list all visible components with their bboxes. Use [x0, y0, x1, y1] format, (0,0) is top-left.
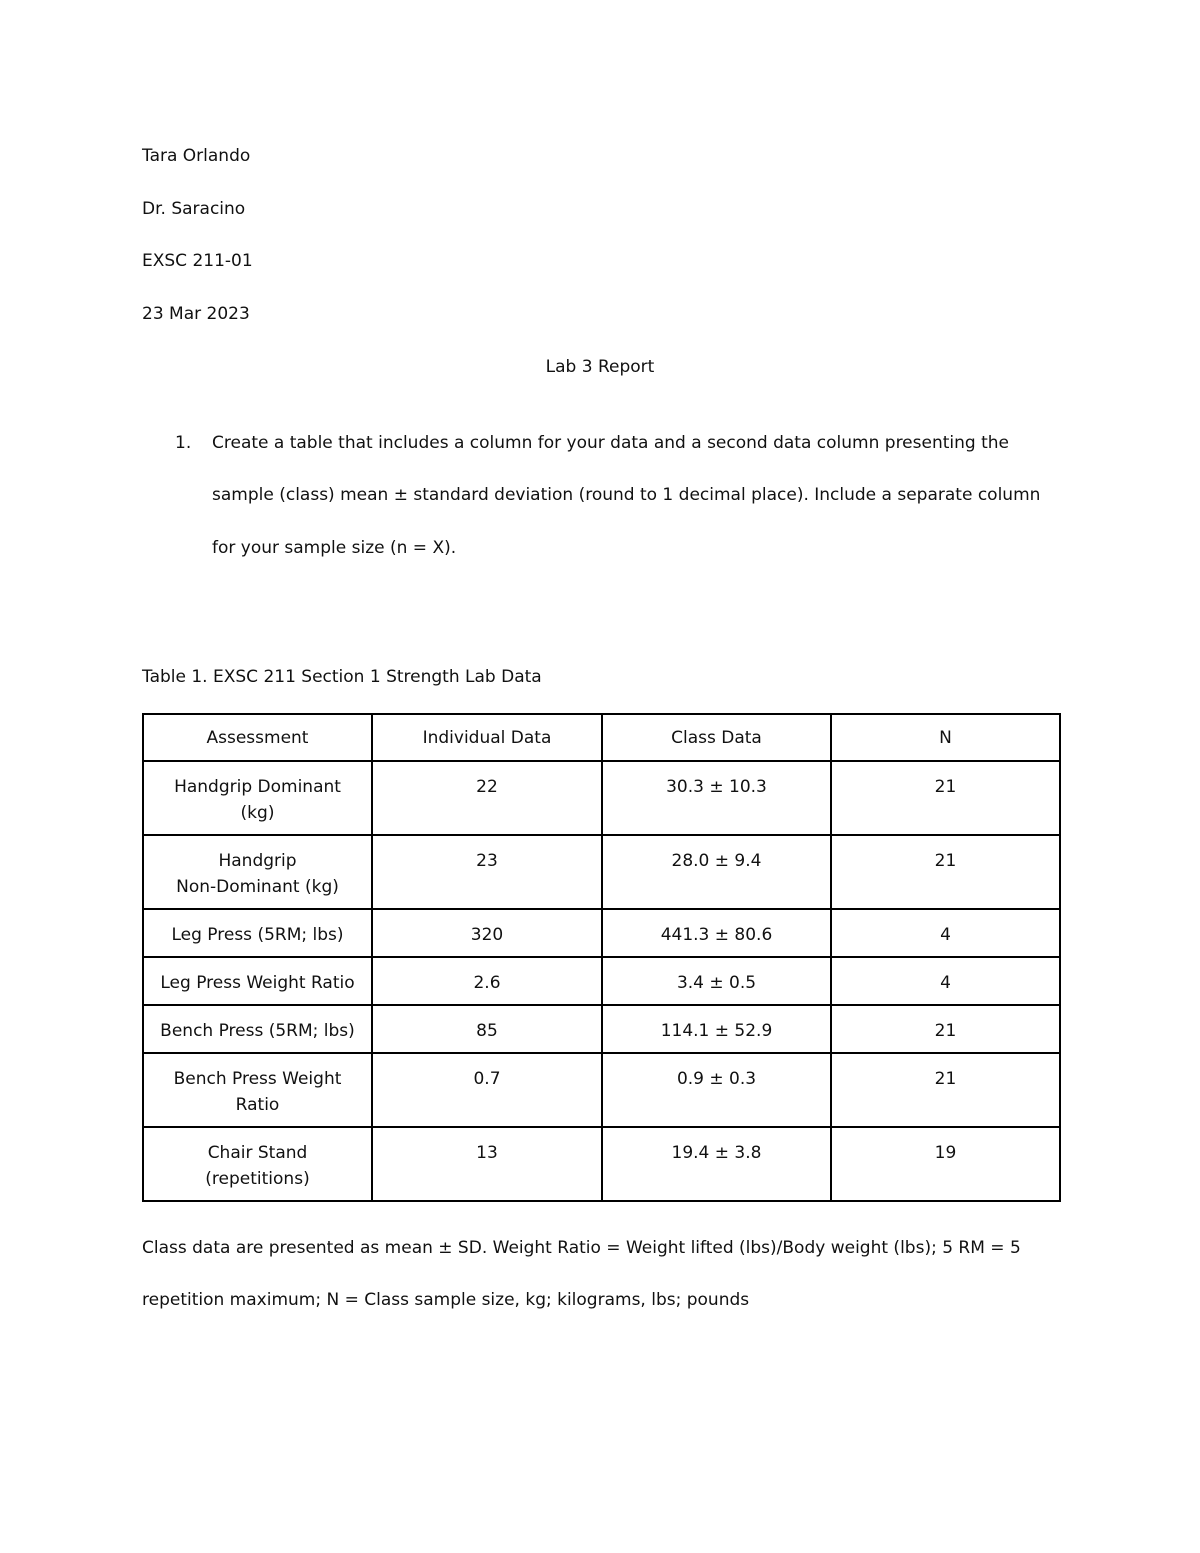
individual-cell: 320 [372, 909, 602, 957]
assessment-line: Handgrip [218, 851, 297, 871]
table-row [143, 957, 1060, 1005]
question-line-3: for your sample size (n = X). [212, 538, 457, 558]
n-cell: 4 [831, 957, 1060, 1005]
table-row [143, 1053, 1060, 1127]
table-row [143, 761, 1060, 835]
assessment-line: Handgrip Dominant [174, 777, 341, 797]
table-row [143, 1127, 1060, 1201]
class-cell: 114.1 ± 52.9 [602, 1005, 831, 1053]
assessment-cell: Leg Press (5RM; lbs) [143, 909, 372, 957]
report-date: 23 Mar 2023 [142, 304, 250, 324]
question-line-1: Create a table that includes a column for your data and a second data column presenting the [212, 433, 1009, 453]
table-row [143, 909, 1060, 957]
table-row [143, 1005, 1060, 1053]
footnote-line-2: repetition maximum; N = Class sample size, kg; kilograms, lbs; pounds [142, 1290, 750, 1310]
assessment-cell [143, 761, 372, 835]
footnote-line-1: Class data are presented as mean ± SD. Weight Ratio = Weight lifted (lbs)/Body weight (lbs); 5 RM = 5 [142, 1238, 1021, 1258]
assessment-cell: Leg Press Weight Ratio [143, 957, 372, 1005]
class-cell: 0.9 ± 0.3 [602, 1053, 831, 1127]
table-row [143, 835, 1060, 909]
header-individual-data: Individual Data [372, 714, 602, 761]
n-cell: 4 [831, 909, 1060, 957]
assessment-line: Non-Dominant (kg) [176, 877, 339, 897]
course-code: EXSC 211-01 [142, 251, 253, 271]
n-cell: 21 [831, 761, 1060, 835]
class-cell: 441.3 ± 80.6 [602, 909, 831, 957]
class-cell: 3.4 ± 0.5 [602, 957, 831, 1005]
header-class-data: Class Data [602, 714, 831, 761]
assessment-cell [143, 835, 372, 909]
individual-cell: 13 [372, 1127, 602, 1201]
question-line-2: sample (class) mean ± standard deviation (round to 1 decimal place). Include a separate column [212, 485, 1041, 505]
header-n: N [831, 714, 1060, 761]
assessment-line: Bench Press Weight [173, 1069, 342, 1089]
assessment-line: Chair Stand [207, 1143, 308, 1163]
individual-cell: 2.6 [372, 957, 602, 1005]
table-caption: Table 1. EXSC 211 Section 1 Strength Lab Data [142, 667, 542, 687]
assessment-line: (kg) [240, 803, 275, 823]
header-assessment: Assessment [143, 714, 372, 761]
table-header-row [143, 714, 1060, 761]
class-cell: 19.4 ± 3.8 [602, 1127, 831, 1201]
n-cell: 19 [831, 1127, 1060, 1201]
assessment-cell [143, 1053, 372, 1127]
individual-cell: 0.7 [372, 1053, 602, 1127]
strength-data-table [142, 713, 1061, 1202]
class-cell: 28.0 ± 9.4 [602, 835, 831, 909]
assessment-cell: Bench Press (5RM; lbs) [143, 1005, 372, 1053]
assessment-cell [143, 1127, 372, 1201]
question-number: 1. [175, 433, 192, 453]
n-cell: 21 [831, 1053, 1060, 1127]
page-title: Lab 3 Report [545, 357, 655, 377]
individual-cell: 85 [372, 1005, 602, 1053]
student-name: Tara Orlando [142, 146, 251, 166]
n-cell: 21 [831, 835, 1060, 909]
assessment-line: Ratio [235, 1095, 280, 1115]
n-cell: 21 [831, 1005, 1060, 1053]
instructor-name: Dr. Saracino [142, 199, 246, 219]
class-cell: 30.3 ± 10.3 [602, 761, 831, 835]
individual-cell: 22 [372, 761, 602, 835]
individual-cell: 23 [372, 835, 602, 909]
assessment-line: (repetitions) [205, 1169, 310, 1189]
